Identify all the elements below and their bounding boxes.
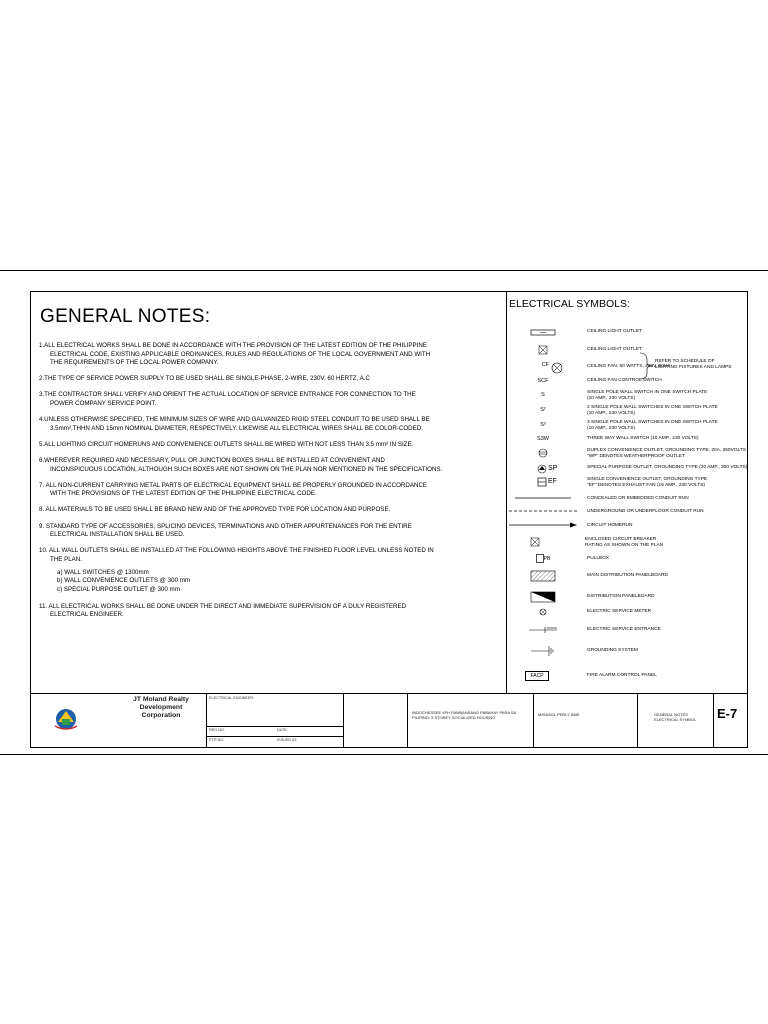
note-11: 11. ALL ELECTRICAL WORKS SHALL BE DONE UNDER THE DIRECT AND IMMEDIATE SUPERVISION OF A DULY REGISTERED ELECTRICAL ENGINEER. [39, 602, 407, 619]
main-panelboard-icon [530, 570, 556, 582]
distribution-panelboard-icon [530, 591, 556, 603]
note-7: 7. ALL NON-CURRENT CARRYING METAL PARTS OF ELECTRICAL EQUIPMENT SHALL BE PROPERLY GROUNDED IN ACCORDANCE WITH THE PROVISIONS OF THE LATEST EDITION OF THE PHILIPPINE ELECTRICAL CODE. [39, 481, 428, 498]
note-1: 1.ALL ELECTRICAL WORKS SHALL BE DONE IN ACCORDANCE WITH THE PROVISION OF THE LATEST EDITION OF THE PHILIPPINE ELECTRICAL CODE, EXISTING APPLICABLE ORDINANCES, RULES AND REGULATIONS OF THE LOCAL GOVERNMENT AND WITH THE REQUIREMENTS OF THE LOCAL POWER COMPANY. [39, 342, 431, 367]
company-cell [31, 694, 207, 747]
drawing-frame: GENERAL NOTES: 1.ALL ELECTRICAL WORKS SHALL BE DONE IN ACCORDANCE WITH THE PROVISION OF THE LATEST EDITION OF THE PHILIPPINE ELECTRICAL CODE, EXISTING APPLICABLE ORDINANCES, RULES AND REGULATIONS OF THE LOCAL GOVERNMENT AND WITH THE REQUIREMENTS OF THE LOCAL POWER COMPANY. 2.THE TYPE OF SERVICE POWER SUPPLY TO BE USED SHALL BE SINGLE-PHASE, 2-WIRE, 230V, 60 HERTZ, A.C 3.THE CONTRACTOR SHALL VERIFY AND ORIENT THE ACTUAL LOCATION OF SERVICE ENTRANCE FOR CONNECTION TO THE POWER COMPANY SERVICE POINT. 4.UNLESS OTHERWISE SPECIFIED, THE MINIMUM SIZES OF WIRE AND GALVANIZED RIGID STEEL CONDUIT TO BE USED SHALL BE 3.5mm²,THHN AND 15mm NOMINAL DIAMETER, RESPECTIVELY. LIKEWISE ALL ELECTRICAL WIRES SHALL BE COLOR-CODED. 5.ALL LIGHTING CIRCUIT HOMERUNS AND CONVENIENCE OUTLETS SHALL BE WIRED WITH NOT LESS THAN 3.5 mm² IN SIZE. 6.WHEREVER REQUIRED AND NECESSARY, PULL OR JUNCTION BOXES SHALL BE INSTALLED AT CONVENIENT AND INCONSPICUOUS LOCATION, ALTHOUGH SUCH BOXES ARE NOT SHOWN ON THE PLAN NOR MENTIONED IN THE SPECIFICATIONS. 7. ALL NON-CURRENT CARRYING METAL PARTS OF ELECTRICAL EQUIPMENT SHALL BE PROPERLY GROUNDED IN ACCORDANCE WITH THE PROVISIONS OF THE LATEST EDITION OF THE PHILIPPINE ELECTRICAL CODE. 8. ALL MATERIALS TO BE USED SHALL BE BRAND NEW AND OF THE APPROVED TYPE FOR LOCATION AND PURPOSE. 9. STANDARD TYPE OF ACCESSORIES, SPLICING DEVICES, TERMINATIONS AND OTHER APPURTENANCES FOR THE ENTIRE ELECTRICAL INSTALLATION SHALL BE USED. 10. ALL WALL OUTLETS SHALL BE INSTALLED AT THE FOLLOWING HEIGHTS ABOVE THE FINISHED FLOOR LEVEL UNLESS NOTED IN THE PLAN. a) WALL SWITCHES @ 1300mm b) WALL CONVENIENCE OUTLETS @ 300 mm c) SPECIAL PURPOSE OUTLET @ 300 mm 11. ALL ELECTRICAL WORKS SHALL BE DONE UNDER THE DIRECT AND IMMEDIATE SUPERVISION OF A DULY REGISTERED ELECTRICAL ENGINEER. ELECTRICAL SYMBOLS: REFER TO SCHEDULE OF LIGHTING FIXTURES AND LAMPS CEILING LIGHT OUTLET CEILING LIGHT OUTLET CF CEILING FAN, 60 WATTS, 230V, 60Hz SCF CEILING FAN CONTROL SWITCH S SINGLE POLE WALL SWITCH IN ONE SWITCH PLATE (10 AMP., 230 VOLTS) S² 2 SINGLE POLE WALL SWITCHES IN ONE SWITCH PLATE (10 AMP., 230 VOLTS) S³ 3 SINGLE POLE WALL SWITCHES IN ONE SWITCH PLATE (10 AMP., 230 VOLTS) S3W THREE WAY WALL SWITCH (10 AMP., 230 VOLTS) DUPLEX CONVENIENCE OUTLET, GROUNDING TYPE, 20A, 250VOLTS "WP" DENOTES WEATHERPROOF OUTLET SP SPECIAL PURPOSE OUTLET, GROUNDING TYPE (20 AMP., 300 VOLTS) EF SINGLE CONVENIENCE OUTLET, GROUNDING TYPE "EF" DENOTES EXHAUST FAN (15 AMP., 230 VOLTS) CONCEALED OR EMBEDDED CONDUIT RUN UNDERGROUND OR UNDERFLOOR CONDUIT RUN CIRCUIT HOMERUN ENCLOSED CIRCUIT BREAKER RATING AS SHOWN ON THE PLAN PB PULLBOX MAIN DISTRIBUTION PANELBOARD DISTRIBUTION PANELBOARD ELECTRIC SERVICE METER ELECTRIC SERVICE ENTRANCE GROUNDING SYSTEM FACP FIRE ALARM CONTROL PANEL JT Moland Realty Development Corporation ELECTRICAL ENGINEER: REG NO. DATE: PTR NO. ISSUED AT: INDOCHESSEE 4PH PAMBANSANG PABAHAY PARA SA PILIPINO: 5 STOREY SOCIALIZED HOUSING MIRASOL PERLY BME GENERAL NOTES ELECTRICAL SYMBOL E-7 [30, 291, 748, 748]
ceiling-light-rect-icon [528, 329, 558, 337]
pullbox-icon [536, 554, 544, 563]
copyright-cell [344, 694, 408, 747]
electrical-symbols-title: ELECTRICAL SYMBOLS: [509, 298, 630, 310]
note-8: 8. ALL MATERIALS TO BE USED SHALL BE BRAND NEW AND OF THE APPROVED TYPE FOR LOCATION AND PURPOSE. [39, 506, 391, 514]
company-name: JT Moland Realty Development Corporation [133, 696, 189, 719]
refer-schedule-note: REFER TO SCHEDULE OF LIGHTING FIXTURES AND LAMPS [655, 359, 732, 370]
note-2: 2.THE TYPE OF SERVICE POWER SUPPLY TO BE USED SHALL BE SINGLE-PHASE, 2-WIRE, 230V, 60 HERTZ, A.C [39, 375, 370, 383]
title-block [31, 694, 747, 747]
outlet-heights-list [57, 569, 499, 595]
designer-cell: MIRASOL PERLY BME [534, 694, 638, 747]
duplex-outlet-icon [538, 448, 548, 458]
note-9: 9. STANDARD TYPE OF ACCESSORIES, SPLICING DEVICES, TERMINATIONS AND OTHER APPURTENANCES FOR THE ENTIRE ELECTRICAL INSTALLATION SHALL BE USED. [39, 522, 412, 539]
drawing-sheet [0, 270, 768, 755]
ceiling-light-x-icon [538, 345, 548, 355]
engineer-cell: ELECTRICAL ENGINEER: REG NO. DATE: PTR NO. ISSUED AT: [207, 694, 344, 747]
sheet-number: E-7 [717, 706, 738, 721]
arrow-line-icon [508, 521, 578, 529]
solid-line-icon [513, 495, 573, 501]
note-10: 10. ALL WALL OUTLETS SHALL BE INSTALLED AT THE FOLLOWING HEIGHTS ABOVE THE FINISHED FLOOR LEVEL UNLESS NOTED IN THE PLAN. [39, 547, 434, 563]
general-notes-title: GENERAL NOTES: [40, 306, 211, 327]
height-wall-switches: a) WALL SWITCHES @ 1300mm [57, 568, 149, 576]
ceiling-fan-icon [551, 362, 563, 374]
note-6: 6.WHEREVER REQUIRED AND NECESSARY, PULL OR JUNCTION BOXES SHALL BE INSTALLED AT CONVENIENT AND INCONSPICUOUS LOCATION, ALTHOUGH SUCH BOXES ARE NOT SHOWN ON THE PLAN NOR MENTIONED IN THE SPECIFICATIONS. [39, 457, 443, 473]
service-entrance-icon [523, 625, 563, 635]
service-meter-icon [539, 608, 547, 616]
facp-box-icon: FACP [525, 671, 549, 681]
project-cell: INDOCHESSEE 4PH PAMBANSANG PABAHAY PARA SA PILIPINO: 5 STOREY SOCIALIZED HOUSING [408, 694, 534, 747]
grounding-icon [523, 645, 563, 657]
special-purpose-outlet-icon [537, 464, 547, 474]
sheet-title-cell: GENERAL NOTES ELECTRICAL SYMBOL [638, 694, 714, 747]
note-4: 4.UNLESS OTHERWISE SPECIFIED, THE MINIMUM SIZES OF WIRE AND GALVANIZED RIGID STEEL CONDUIT TO BE USED SHALL BE 3.5mm²,THHN AND 15mm NOMINAL DIAMETER, RESPECTIVELY. LIKEWISE ALL ELECTRICAL WIRES SHALL BE COLOR-CODED. [39, 416, 430, 432]
exhaust-fan-outlet-icon [537, 477, 547, 487]
note-5: 5.ALL LIGHTING CIRCUIT HOMERUNS AND CONVENIENCE OUTLETS SHALL BE WIRED WITH NOT LESS THAN 3.5 mm² IN SIZE. [39, 440, 414, 448]
dashed-line-icon [508, 508, 578, 514]
height-special-purpose: c) SPECIAL PURPOSE OUTLET @ 300 mm [57, 585, 180, 593]
company-logo-icon [52, 706, 80, 732]
height-convenience-outlets: b) WALL CONVENIENCE OUTLETS @ 300 mm [57, 577, 191, 585]
circuit-breaker-icon [530, 537, 540, 547]
general-notes-list [39, 342, 499, 627]
note-3: 3.THE CONTRACTOR SHALL VERIFY AND ORIENT THE ACTUAL LOCATION OF SERVICE ENTRANCE FOR CONNECTION TO THE POWER COMPANY SERVICE POINT. [39, 391, 416, 408]
